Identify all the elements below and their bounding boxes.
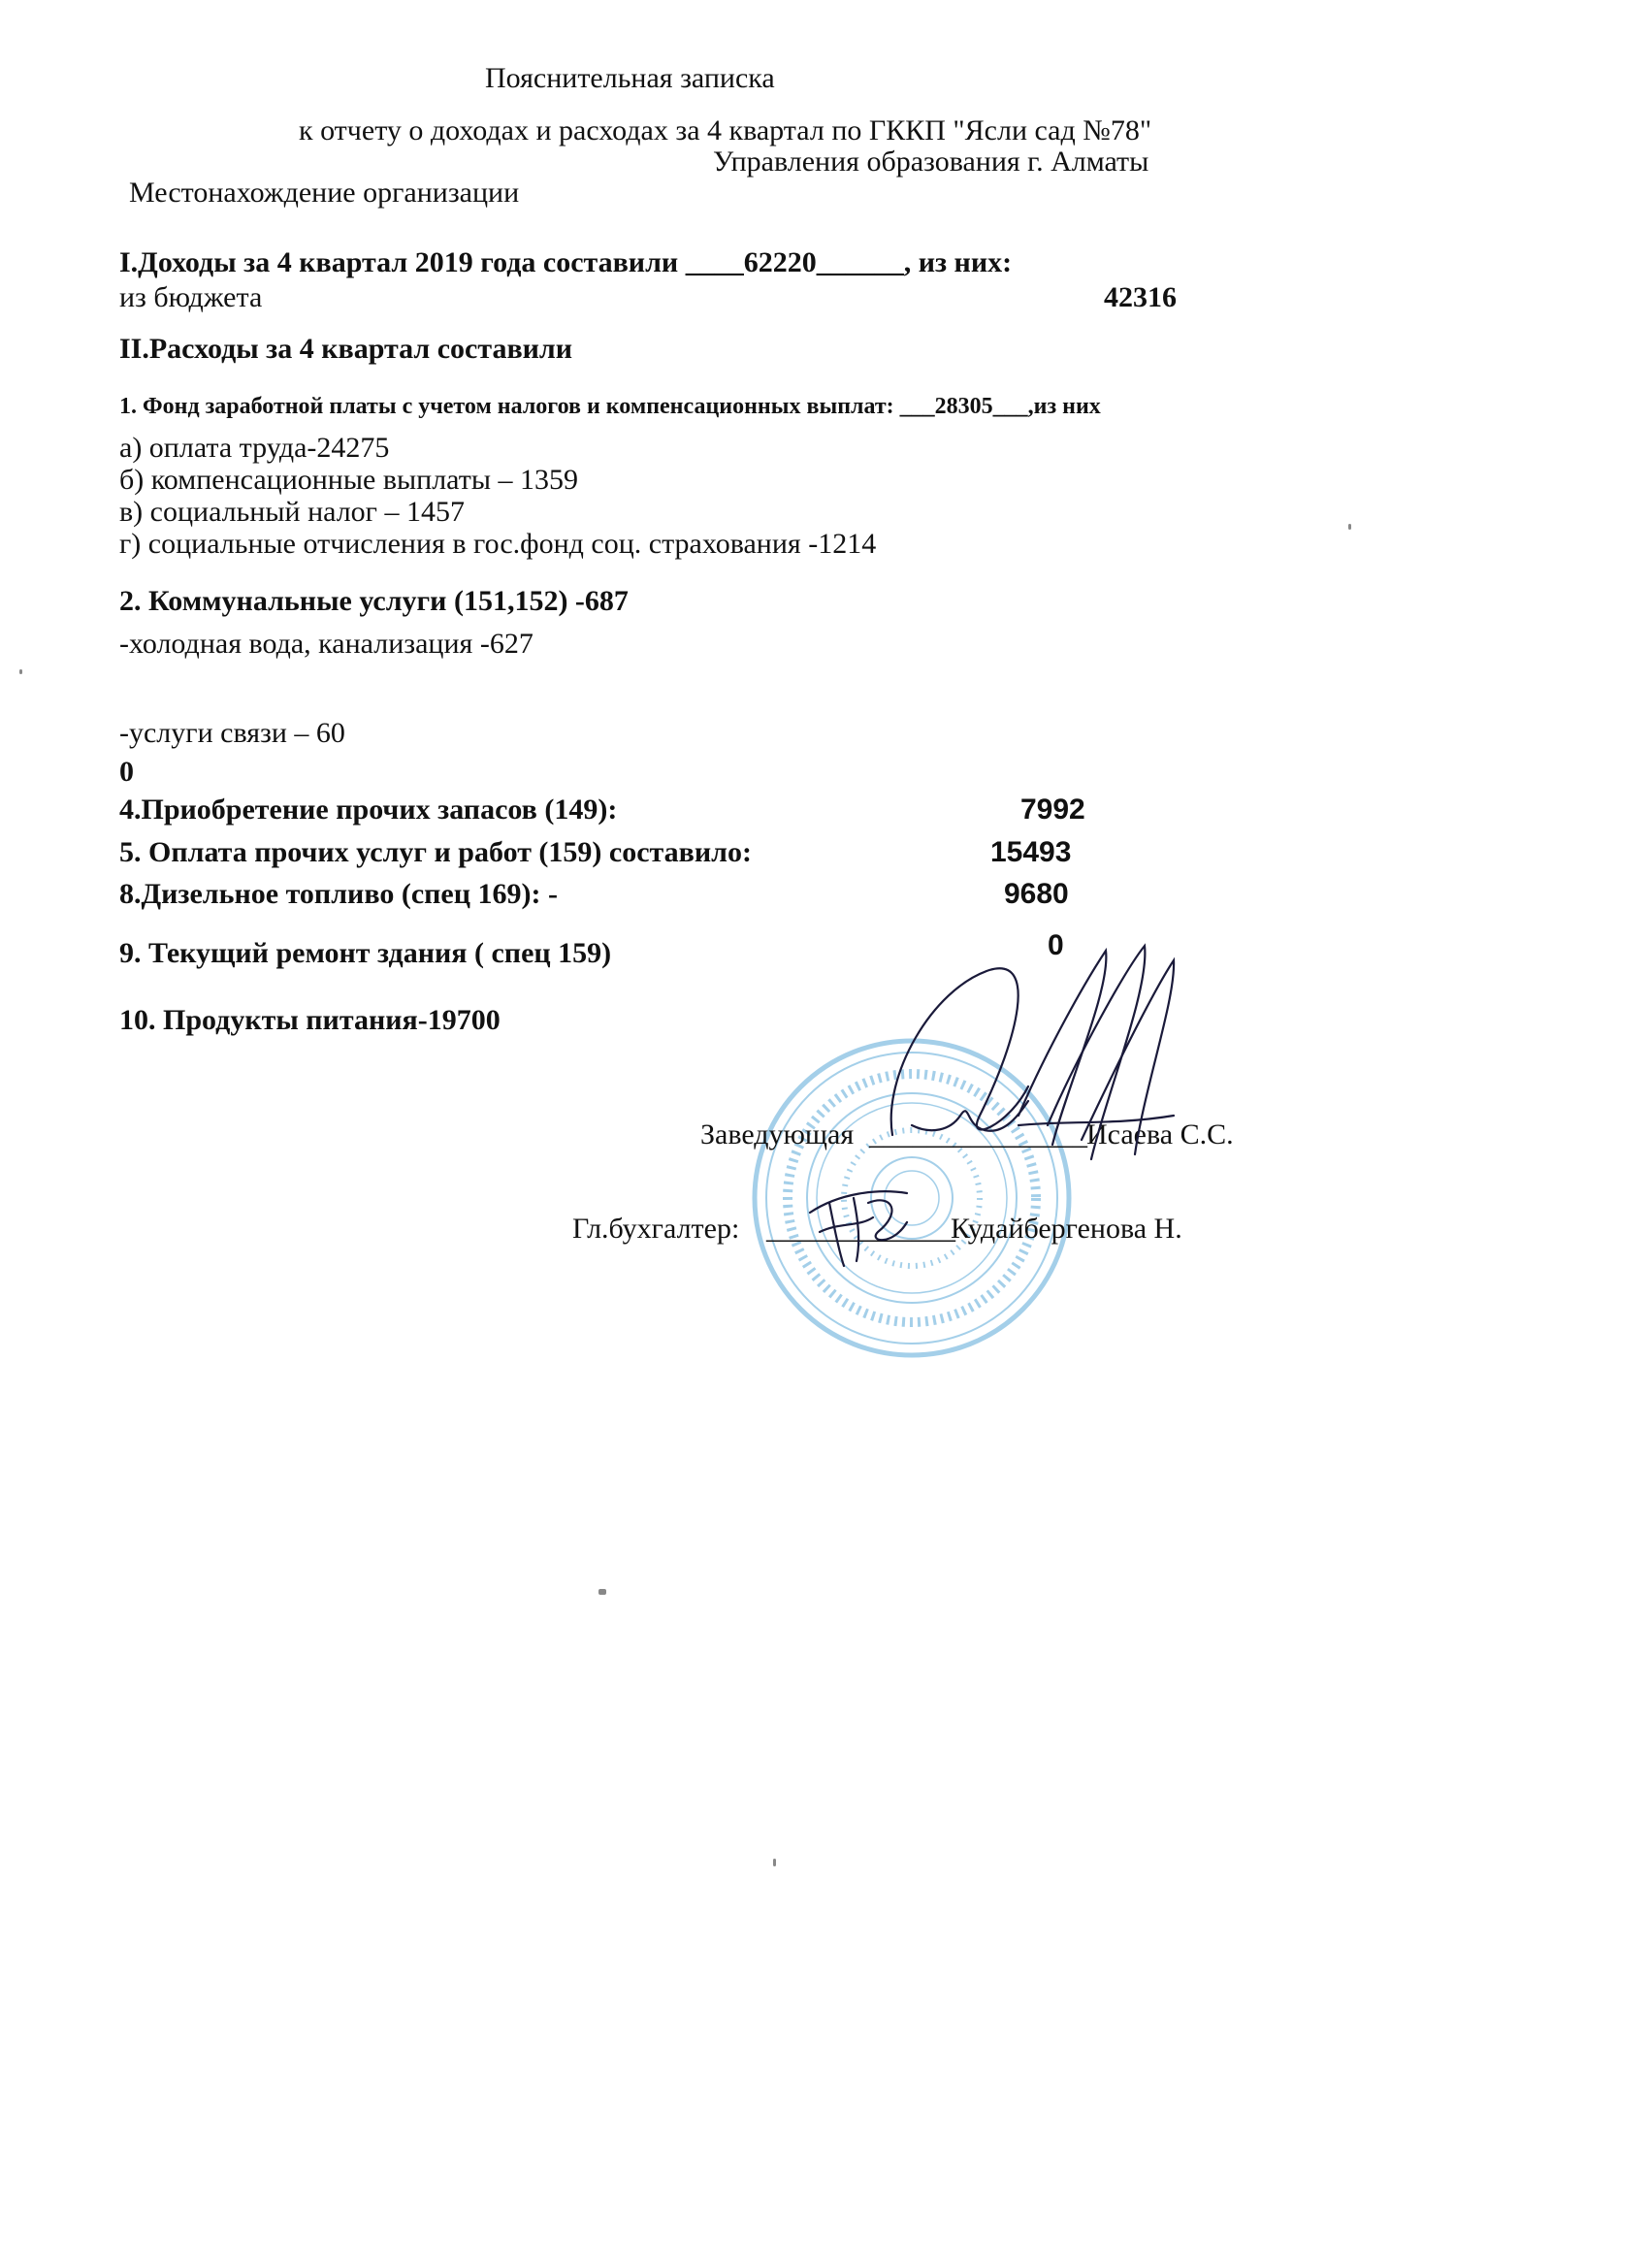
budget-value: 42316: [1104, 281, 1177, 313]
scan-speck: [773, 1859, 776, 1866]
utility-item: -холодная вода, канализация -627: [119, 628, 534, 660]
scan-speck: [1348, 524, 1351, 530]
scan-speck: [19, 669, 22, 674]
expense-row-value: 15493: [990, 836, 1072, 868]
utility-item: -услуги связи – 60: [119, 717, 345, 749]
expense-row-label: 5. Оплата прочих услуг и работ (159) составило:: [119, 836, 752, 868]
expense-row-value: 0: [1048, 929, 1064, 961]
location-label: Местонахождение организации: [129, 177, 520, 209]
zero-line: 0: [119, 756, 134, 788]
expense-row-value: 9680: [1004, 878, 1069, 910]
head-signature-icon: [873, 931, 1193, 1183]
wage-item: г) социальные отчисления в гос.фонд соц. страхования -1214: [119, 528, 877, 560]
expense-row-label: 8.Дизельное топливо (спец 169): -: [119, 878, 558, 910]
accountant-label: Гл.бухгалтер:: [572, 1213, 740, 1245]
food-line: 10. Продукты питания-19700: [119, 1004, 501, 1036]
budget-label: из бюджета: [119, 281, 263, 313]
document-subtitle: к отчету о доходах и расходах за 4 квартал по ГККП "Ясли сад №78": [299, 114, 1152, 146]
expenses-heading: II.Расходы за 4 квартал составили: [119, 333, 573, 365]
head-name: Исаева С.С.: [1086, 1118, 1234, 1150]
wage-fund-line: 1. Фонд заработной платы с учетом налогов и компенсационных выплат: ___28305___,из них: [119, 394, 1101, 419]
utilities-heading: 2. Коммунальные услуги (151,152) -687: [119, 585, 629, 617]
expense-row-label: 9. Текущий ремонт здания ( спец 159): [119, 937, 612, 969]
wage-item: в) социальный налог – 1457: [119, 496, 465, 528]
document-title: Пояснительная записка: [485, 62, 775, 94]
head-signature-line: _______________: [869, 1118, 1087, 1150]
income-heading: I.Доходы за 4 квартал 2019 года составили ____62220______, из них:: [119, 246, 1013, 278]
wage-item: б) компенсационные выплаты – 1359: [119, 464, 578, 496]
wage-item: а) оплата труда-24275: [119, 432, 390, 464]
accountant-name: Кудайбергенова Н.: [951, 1213, 1182, 1245]
scan-speck: [598, 1589, 606, 1595]
accountant-signature-line: _____________: [766, 1213, 955, 1245]
expense-row-label: 4.Приобретение прочих запасов (149):: [119, 794, 618, 826]
head-signature-label: Заведующая: [700, 1118, 855, 1150]
document-subtitle-2: Управления образования г. Алматы: [713, 146, 1149, 178]
expense-row-value: 7992: [1020, 794, 1085, 826]
accountant-signature-icon: [800, 1174, 926, 1271]
